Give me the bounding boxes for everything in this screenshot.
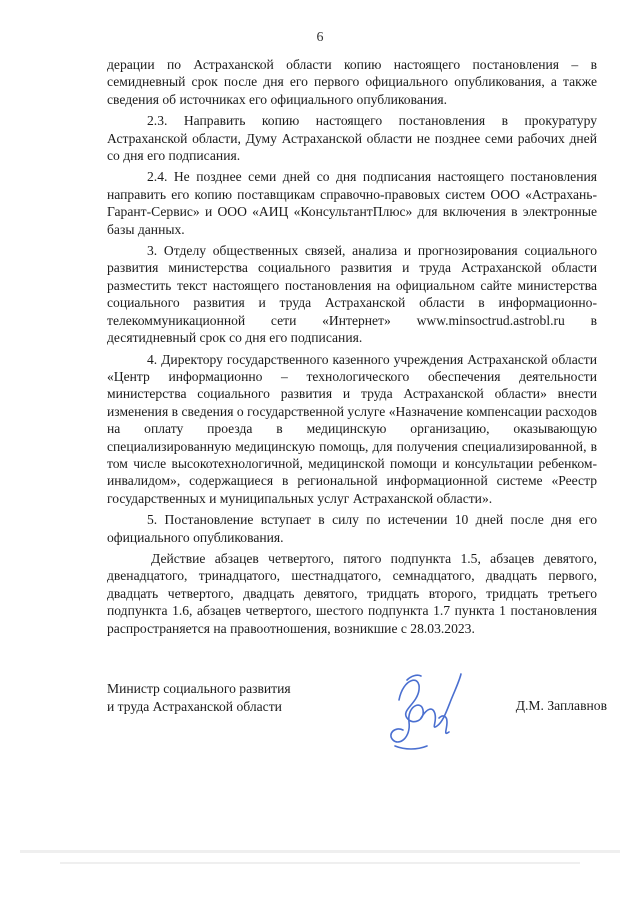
scan-artifact bbox=[0, 840, 640, 880]
paragraph-continuation: дерации по Астраханской области копию настоящего постановления – в семидневный срок после дня его первого официального опубликования, а также сведения об источниках его официального опубликования. bbox=[107, 57, 597, 107]
handwritten-signature bbox=[377, 660, 477, 760]
page-number: 6 bbox=[316, 30, 324, 45]
paragraph-5: 5. Постановление вступает в силу по истечении 10 дней после дня его официального опубликования. bbox=[107, 512, 597, 545]
paragraph-2-3: 2.3. Направить копию настоящего постановления в прокуратуру Астраханской области, Думу Астраханской области не позднее семи рабочих дней со дня его подписания. bbox=[107, 113, 597, 164]
paragraph-effect: Действие абзацев четвертого, пятого подпункта 1.5, абзацев девятого, двенадцатого, тринадцатого, шестнадцатого, семнадцатого, двадцать первого, двадцать четвертого, двадцать девятого, тридцать второго, тридцать третьего подпункта 1.6, абзацев четвертого, шестого подпункта 1.7 пункта 1 постановления распространяется на правоотношения, возникшие с 28.03.2023. bbox=[107, 550, 597, 636]
signatory-title bbox=[107, 680, 367, 716]
document-body bbox=[107, 56, 597, 641]
signatory-title-line-2: и труда Астраханской области bbox=[107, 699, 282, 714]
paragraph-2-4: 2.4. Не позднее семи дней со дня подписания настоящего постановления направить его копию поставщикам справочно-правовых систем ООО «Астрахань-Гарант-Сервис» и ООО «АИЦ «КонсультантПлюс» для включения в электронные базы данных. bbox=[107, 169, 597, 237]
paragraph-4: 4. Директору государственного казенного учреждения Астраханской области «Центр информационно – технологического обеспечения деятельности министерства социального развития и труда Астраханской области» внести изменения в сведения о государственной услуге «Назначение компенсации расходов на оплату проезда в медицинскую организацию, оказывающую специализированную медицинскую помощь, для получения специализированной, в том числе высокотехнологичной, медицинской помощи и консультации ребенком-инвалидом», содержащиеся в региональной информационной системе «Реестр государственных и муниципальных услуг Астраханской области». bbox=[107, 351, 597, 506]
signature-block bbox=[107, 680, 607, 760]
paragraph-3: 3. Отделу общественных связей, анализа и прогнозирования социального развития министерства социального развития и труда Астраханской области разместить текст настоящего постановления на официальном сайте министерства социального развития и труда Астраханской области в информационно-телекоммуникационной сети «Интернет» www.minsoctrud.astrobl.ru в десятидневный срок со дня его подписания. bbox=[107, 243, 597, 346]
signatory-title-line-1: Министр социального развития bbox=[107, 681, 291, 696]
signatory-name: Д.М. Заплавнов bbox=[515, 698, 607, 713]
